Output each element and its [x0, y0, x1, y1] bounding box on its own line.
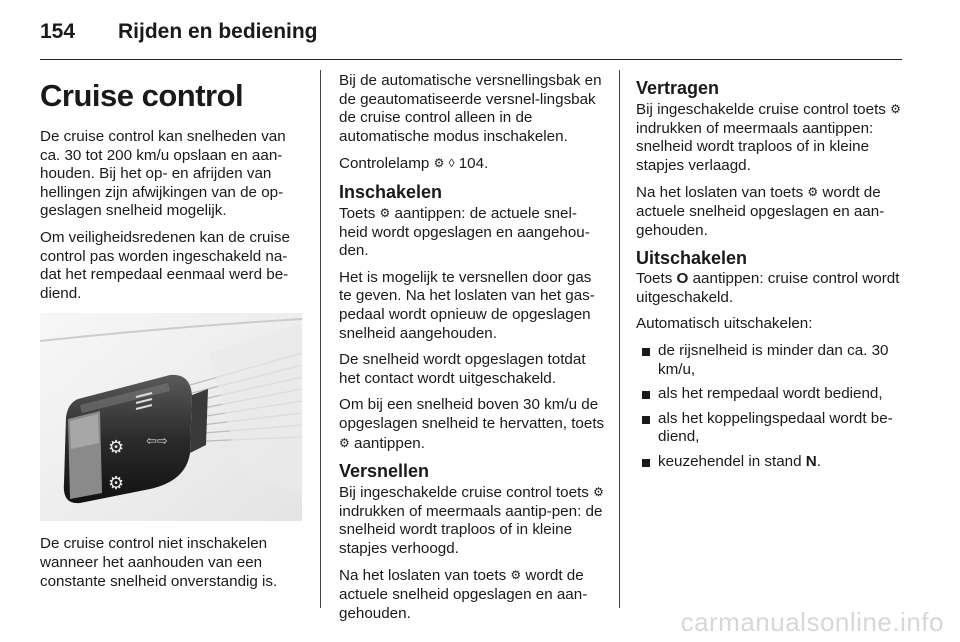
text: Controlelamp: [339, 155, 430, 173]
column-1: [40, 72, 306, 599]
column-3: [636, 76, 904, 478]
cruise-res-plus-icon: ⚙: [593, 485, 604, 500]
list-item: als het koppelingspedaal wordt be-diend,: [636, 410, 904, 447]
text: Bij ingeschakelde cruise control toets: [636, 101, 886, 118]
column-2: [339, 72, 605, 631]
paragraph: Het is mogelijk te versnellen door gas te geven. Na het loslaten van het gas-pedaal wordt opnieuw de opgeslagen snelheid aangehouden.: [339, 268, 595, 342]
text: indrukken of meermaals aantippen: snelheid wordt traploos of in kleine stapjes verlaagd.: [636, 119, 874, 174]
svg-text:⇦⇨: ⇦⇨: [146, 434, 168, 450]
off-button-symbol: O: [676, 270, 689, 288]
cruise-set-minus-icon: ⚙: [890, 102, 901, 116]
auto-off-list: [636, 342, 904, 472]
cruise-control-stalk-image: [40, 313, 302, 521]
paragraph: Bij de automatische versnellingsbak en de geautomatiseerde versnel-lingsbak de cruise control alleen in de automatische modus inschakelen.: [339, 72, 602, 145]
paragraph: [339, 204, 605, 261]
stalk-illustration: [40, 313, 302, 521]
running-title: Rijden en bediening: [118, 20, 318, 43]
list-item: [636, 453, 904, 472]
text: Na het loslaten van toets: [339, 567, 507, 585]
text: Om bij een snelheid boven 30 km/u de opgeslagen snelheid te hervatten, toets: [339, 396, 605, 432]
text: Bij ingeschakelde cruise control toets: [339, 484, 589, 502]
page-ref: 104.: [458, 155, 489, 173]
column-divider-2: [619, 70, 620, 608]
text: indrukken of meermaals aantip-pen: de snelheid wordt traploos of in kleine stapjes verhoogd.: [339, 502, 603, 557]
text: .: [816, 452, 821, 470]
page-number: 154: [40, 20, 76, 43]
text: Toets: [636, 270, 673, 288]
header-rule: [40, 59, 902, 60]
heading-vertragen: Vertragen: [636, 78, 720, 98]
text: Toets: [339, 204, 376, 222]
paragraph: [636, 270, 904, 307]
cruise-res-plus-icon: ⚙: [433, 156, 445, 171]
text: aantippen: cruise control wordt uitgeschakeld.: [636, 270, 900, 306]
heading-uitschakelen: Uitschakelen: [636, 248, 748, 269]
paragraph: [339, 566, 605, 623]
paragraph: [636, 183, 904, 240]
page-reference-icon: ◊: [448, 156, 455, 171]
text: wordt de actuele snelheid opgeslagen en aan-gehouden.: [339, 567, 588, 622]
text: aantippen.: [354, 434, 425, 452]
cruise-res-plus-icon: ⚙: [510, 568, 522, 583]
heading-versnellen: Versnellen: [339, 461, 430, 482]
paragraph: [636, 100, 904, 175]
paragraph: Automatisch uitschakelen:: [636, 315, 813, 333]
cruise-res-plus-icon: ⚙: [379, 205, 391, 220]
watermark: carmanualsonline.info: [680, 607, 944, 637]
paragraph: De cruise control niet inschakelen wanneer het aanhouden van een constante snelheid onverstandig is.: [40, 535, 278, 590]
section-title: Cruise control: [40, 78, 244, 113]
text: keuzehendel in stand: [658, 452, 802, 470]
text: Na het loslaten van toets: [636, 184, 804, 202]
text: wordt de actuele snelheid opgeslagen en aan-gehouden.: [636, 184, 885, 239]
text: aantippen: de actuele snel-heid wordt opgeslagen en aangehou-den.: [339, 204, 590, 260]
paragraph: [339, 483, 605, 558]
column-divider-1: [320, 70, 321, 608]
page-header: [40, 16, 902, 56]
list-item: de rijsnelheid is minder dan ca. 30 km/u,: [636, 342, 904, 379]
list-item: als het rempedaal wordt bediend,: [636, 385, 904, 404]
heading-inschakelen: Inschakelen: [339, 181, 443, 202]
paragraph: De cruise control kan snelheden van ca. 30 tot 200 km/u opslaan en aan-houden. Bij het op- en afrijden van hellingen zijn afwijkingen van de op-geslagen snelheid mogelijk.: [40, 128, 286, 220]
cruise-set-minus-icon: ⚙: [807, 185, 819, 200]
cruise-res-plus-icon: ⚙: [339, 435, 350, 450]
paragraph: [339, 154, 605, 174]
gear-position: N: [805, 452, 817, 470]
paragraph: [339, 396, 605, 453]
svg-text:⚙: ⚙: [108, 437, 125, 459]
paragraph: De snelheid wordt opgeslagen totdat het contact wordt uitgeschakeld.: [339, 351, 586, 387]
paragraph: Om veiligheidsredenen kan de cruise control pas worden ingeschakeld na-dat het rempedaal eenmaal werd be-diend.: [40, 228, 290, 302]
svg-text:⚙: ⚙: [108, 473, 125, 495]
